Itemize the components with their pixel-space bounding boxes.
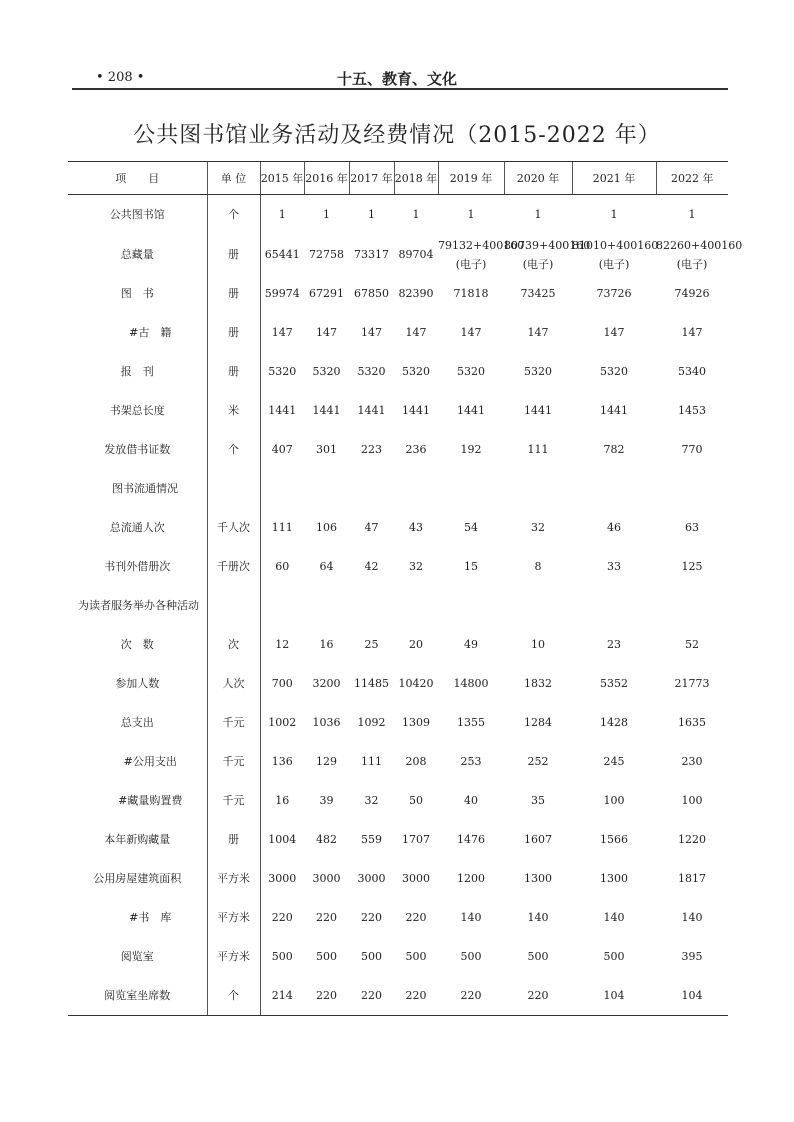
value-cell: 1635 (678, 715, 706, 729)
row-label: #藏量购置费 (118, 793, 183, 807)
row-label: 为读者服务举办各种活动 (78, 598, 199, 612)
value-line: (电子) (522, 257, 554, 271)
library-statistics-table (68, 161, 743, 1016)
table-row (68, 352, 728, 391)
table-row (68, 430, 728, 469)
value-cell: 147 (460, 325, 482, 339)
row-label: 本年新购藏量 (104, 832, 171, 846)
value-cell: 39 (319, 793, 334, 807)
column-header: 2015 年 (260, 162, 304, 195)
value-cell: 1 (610, 208, 618, 221)
value-cell: 71818 (453, 286, 489, 300)
value-cell: 3000 (357, 871, 386, 885)
value-cell: 1220 (678, 832, 706, 846)
row-unit: 千元 (207, 781, 260, 820)
value-cell: 1092 (357, 715, 386, 729)
value-cell: 5320 (457, 364, 485, 378)
row-label: #古 籍 (129, 325, 172, 339)
value-cell: 14800 (453, 676, 489, 690)
row-label: 书刊外借册次 (104, 559, 171, 573)
column-header: 2017 年 (349, 162, 394, 195)
value-cell: 1441 (402, 403, 430, 417)
value-cell: 147 (681, 325, 703, 339)
value-line: 79132+400160 (438, 238, 525, 252)
row-unit: 平方米 (207, 859, 260, 898)
value-cell: 147 (361, 325, 382, 339)
value-cell (656, 235, 743, 274)
section-title: 十五、教育、文化 (336, 70, 457, 88)
value-cell: 49 (464, 637, 478, 651)
value-cell (438, 235, 525, 274)
value-cell: 147 (527, 325, 549, 339)
value-cell: 1004 (260, 820, 304, 859)
value-cell: 5320 (357, 364, 386, 378)
row-label: #公用支出 (123, 754, 177, 768)
value-cell: 1428 (600, 715, 628, 729)
row-unit: 册 (207, 274, 260, 313)
value-cell: 52 (685, 637, 699, 651)
value-cell: 59974 (260, 274, 304, 313)
value-cell: 21773 (674, 676, 710, 690)
value-cell: 73425 (520, 286, 556, 300)
value-cell: 1566 (600, 832, 628, 846)
value-cell: 54 (464, 520, 478, 534)
row-label: 总支出 (120, 715, 154, 729)
row-unit (207, 469, 260, 508)
value-cell: 1 (467, 208, 475, 221)
table-row (68, 391, 728, 430)
value-cell: 43 (409, 520, 423, 534)
value-cell: 63 (685, 520, 699, 534)
value-cell: 407 (260, 430, 304, 469)
value-cell (504, 586, 572, 625)
value-cell: 16 (319, 637, 334, 651)
table-row (68, 976, 728, 1016)
value-cell (260, 586, 304, 625)
value-cell: 236 (405, 442, 427, 456)
table-header-row (68, 162, 728, 195)
page-number: • 208 • (96, 70, 145, 85)
value-cell: 500 (527, 949, 549, 963)
value-cell: 220 (405, 910, 427, 924)
value-cell: 60 (260, 547, 304, 586)
row-label: 发放借书证数 (104, 442, 171, 456)
row-unit (207, 586, 260, 625)
column-header: 2018 年 (394, 162, 438, 195)
value-cell: 32 (364, 793, 379, 807)
value-cell: 35 (531, 793, 545, 807)
value-cell: 1441 (357, 403, 386, 417)
value-cell: 147 (260, 313, 304, 352)
value-cell: 42 (364, 559, 379, 573)
value-cell: 33 (607, 559, 621, 573)
value-cell (304, 586, 349, 625)
value-cell: 700 (260, 664, 304, 703)
value-cell (656, 586, 728, 625)
value-line: 80739+400160 (504, 238, 591, 252)
value-cell: 140 (681, 910, 703, 924)
value-cell (438, 586, 504, 625)
value-cell: 32 (531, 520, 545, 534)
value-cell: 12 (260, 625, 304, 664)
row-unit: 千人次 (207, 508, 260, 547)
value-cell: 23 (607, 637, 621, 651)
value-cell: 25 (364, 637, 379, 651)
value-line: (电子) (598, 257, 630, 271)
table-row (68, 664, 728, 703)
value-cell: 220 (361, 910, 382, 924)
value-cell: 5320 (402, 364, 430, 378)
value-cell: 192 (460, 442, 482, 456)
value-cell: 1 (412, 208, 420, 221)
value-cell: 104 (572, 976, 656, 1016)
value-cell: 770 (681, 442, 703, 456)
value-cell: 1 (688, 208, 696, 221)
value-cell: 1441 (457, 403, 485, 417)
row-unit: 个 (207, 195, 260, 236)
value-cell: 89704 (398, 247, 434, 261)
table-row (68, 625, 728, 664)
value-cell: 3000 (402, 871, 430, 885)
value-cell: 500 (405, 949, 427, 963)
value-cell: 10 (531, 637, 545, 651)
value-cell: 1607 (524, 832, 552, 846)
value-cell: 1036 (312, 715, 341, 729)
row-unit: 册 (207, 820, 260, 859)
value-cell: 125 (681, 559, 703, 573)
value-cell: 1453 (678, 403, 706, 417)
row-label: 书架总长度 (109, 403, 165, 417)
value-cell: 147 (405, 325, 427, 339)
value-cell: 223 (361, 442, 382, 456)
value-cell: 129 (316, 754, 337, 768)
table-title: 公共图书馆业务活动及经费情况（2015-2022 年） (133, 123, 661, 148)
row-label: 次 数 (120, 637, 154, 651)
table-row (68, 820, 728, 859)
value-cell: 47 (364, 520, 379, 534)
row-unit: 次 (207, 625, 260, 664)
value-cell: 106 (316, 520, 337, 534)
row-unit: 平方米 (207, 898, 260, 937)
value-cell: 10420 (398, 676, 434, 690)
value-cell: 782 (603, 442, 625, 456)
value-cell: 1441 (260, 391, 304, 430)
value-cell: 5320 (312, 364, 341, 378)
value-cell: 220 (260, 898, 304, 937)
value-cell: 8 (534, 559, 542, 573)
value-cell: 1476 (457, 832, 485, 846)
value-cell: 1300 (524, 871, 552, 885)
row-unit: 册 (207, 235, 260, 274)
value-cell: 252 (527, 754, 549, 768)
value-cell: 111 (361, 754, 382, 768)
value-cell: 3000 (312, 871, 341, 885)
row-unit: 册 (207, 352, 260, 391)
row-unit: 个 (207, 430, 260, 469)
row-label: 图 书 (120, 286, 154, 300)
value-cell: 220 (438, 976, 504, 1016)
value-cell: 500 (260, 937, 304, 976)
value-cell: 1441 (312, 403, 341, 417)
row-label: 总藏量 (120, 247, 154, 261)
value-cell: 73726 (596, 286, 632, 300)
value-cell: 111 (527, 442, 549, 456)
value-cell (572, 235, 659, 274)
row-unit: 平方米 (207, 937, 260, 976)
table-row (68, 703, 728, 742)
table-row (68, 274, 728, 313)
value-cell (438, 469, 504, 508)
value-cell: 1309 (402, 715, 430, 729)
row-unit: 千元 (207, 703, 260, 742)
value-cell: 214 (260, 976, 304, 1016)
column-header: 2021 年 (572, 162, 656, 195)
value-cell: 1300 (600, 871, 628, 885)
value-cell: 220 (304, 976, 349, 1016)
value-cell (394, 469, 438, 508)
value-cell: 100 (681, 793, 703, 807)
value-cell: 500 (316, 949, 337, 963)
value-cell: 559 (361, 832, 382, 846)
table-row (68, 937, 728, 976)
row-label: 总流通人次 (109, 520, 165, 534)
value-cell: 500 (361, 949, 382, 963)
value-cell: 1002 (260, 703, 304, 742)
value-cell: 3000 (260, 859, 304, 898)
value-cell: 500 (460, 949, 482, 963)
row-label: 参加人数 (115, 676, 160, 690)
row-unit: 册 (207, 313, 260, 352)
value-cell (349, 469, 394, 508)
row-label: 报 刊 (120, 364, 154, 378)
value-cell (304, 469, 349, 508)
row-label: #书 库 (129, 910, 172, 924)
value-cell: 136 (260, 742, 304, 781)
value-cell: 3200 (312, 676, 341, 690)
value-cell: 82390 (398, 286, 434, 300)
value-cell (504, 235, 591, 274)
row-unit: 个 (207, 976, 260, 1016)
table-row (68, 859, 728, 898)
value-line: (电子) (676, 257, 708, 271)
row-unit: 千元 (207, 742, 260, 781)
value-cell (572, 586, 656, 625)
row-label: 公用房屋建筑面积 (93, 871, 182, 885)
column-header: 2016 年 (304, 162, 349, 195)
value-cell: 5340 (678, 364, 706, 378)
value-cell (349, 586, 394, 625)
value-cell: 5320 (524, 364, 552, 378)
value-cell: 5320 (600, 364, 628, 378)
value-cell: 140 (603, 910, 625, 924)
value-cell: 220 (316, 910, 337, 924)
table-row (68, 469, 728, 508)
value-cell: 100 (603, 793, 625, 807)
header-rule (72, 88, 728, 90)
column-header: 2022 年 (656, 162, 728, 195)
value-cell: 220 (504, 976, 572, 1016)
value-cell: 64 (319, 559, 334, 573)
value-cell: 301 (316, 442, 337, 456)
value-cell: 1 (260, 195, 304, 236)
row-label: 阅览室坐席数 (68, 976, 207, 1016)
table-row (68, 235, 728, 274)
value-cell (260, 469, 304, 508)
value-cell: 500 (603, 949, 625, 963)
table-row (68, 781, 728, 820)
value-cell: 482 (316, 832, 337, 846)
row-unit: 千册次 (207, 547, 260, 586)
value-cell: 1707 (402, 832, 430, 846)
value-cell: 220 (394, 976, 438, 1016)
value-line: 82260+400160 (656, 238, 743, 252)
value-cell (572, 469, 656, 508)
column-header: 单 位 (207, 162, 260, 195)
value-cell (394, 586, 438, 625)
value-cell (504, 469, 572, 508)
value-cell: 46 (607, 520, 621, 534)
value-cell: 1 (534, 208, 542, 221)
value-cell: 395 (681, 949, 703, 963)
row-unit: 人次 (207, 664, 260, 703)
value-cell: 245 (603, 754, 625, 768)
value-cell: 147 (603, 325, 625, 339)
value-cell: 73317 (354, 247, 389, 261)
value-cell: 5352 (600, 676, 628, 690)
value-cell: 5320 (260, 352, 304, 391)
value-cell: 1355 (457, 715, 485, 729)
value-cell: 40 (464, 793, 478, 807)
value-cell: 16 (260, 781, 304, 820)
value-cell: 111 (260, 508, 304, 547)
column-header: 项 目 (68, 162, 207, 195)
table-row (68, 898, 728, 937)
column-header: 2020 年 (504, 162, 572, 195)
value-cell: 72758 (309, 247, 344, 261)
value-cell: 1441 (600, 403, 628, 417)
value-line: (电子) (455, 257, 487, 271)
value-line: 81010+400160 (572, 238, 659, 252)
value-cell: 67850 (354, 286, 389, 300)
value-cell: 1200 (457, 871, 485, 885)
row-label: 公共图书馆 (109, 208, 165, 221)
value-cell: 253 (460, 754, 482, 768)
value-cell: 20 (409, 637, 423, 651)
value-cell: 32 (409, 559, 423, 573)
table-row (68, 742, 728, 781)
table-row (68, 586, 728, 625)
value-cell: 104 (656, 976, 728, 1016)
value-cell: 1832 (524, 676, 552, 690)
value-cell: 147 (316, 325, 337, 339)
value-cell: 67291 (309, 286, 344, 300)
value-cell: 74926 (674, 286, 710, 300)
value-cell: 1 (323, 208, 330, 221)
value-cell: 230 (681, 754, 703, 768)
value-cell: 11485 (354, 676, 389, 690)
table-row (68, 508, 728, 547)
row-label: 阅览室 (120, 949, 154, 963)
column-header: 2019 年 (438, 162, 504, 195)
value-cell: 1441 (524, 403, 552, 417)
value-cell: 15 (464, 559, 478, 573)
value-cell (656, 469, 728, 508)
value-cell: 140 (527, 910, 549, 924)
table-row (68, 195, 728, 236)
table-row (68, 313, 728, 352)
value-cell: 140 (460, 910, 482, 924)
value-cell: 65441 (260, 235, 304, 274)
row-label: 图书流通情况 (112, 481, 178, 495)
value-cell: 1817 (678, 871, 706, 885)
value-cell: 208 (405, 754, 427, 768)
value-cell: 50 (409, 793, 423, 807)
value-cell: 1284 (524, 715, 552, 729)
table-row (68, 547, 728, 586)
value-cell: 220 (349, 976, 394, 1016)
row-unit: 米 (207, 391, 260, 430)
value-cell: 1 (368, 208, 375, 221)
